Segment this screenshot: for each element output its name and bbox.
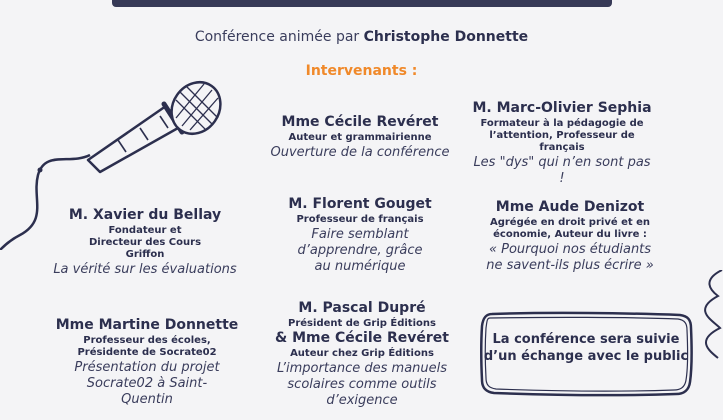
speaker-name: Mme Aude Denizot [495,199,645,215]
host-name: Christophe Donnette [363,29,529,45]
speaker-name: Mme Martine Donnette [55,317,239,333]
callout-text: La conférence sera suivie d’un échange avec le public [483,332,689,364]
speaker-topic: Présentation du projet Socrate02 à Saint-Quentin [74,360,220,407]
top-banner-edge [112,0,612,7]
speaker-topic: Les "dys" qui n’en sont pas ! [473,155,651,186]
speaker-role: Formateur à la pédagogie de l’attention, Professeur de français [480,118,644,153]
speaker-topic: Faire semblant d’apprendre, grâce au numérique [297,227,423,274]
speaker-role: Professeur de français [296,214,424,225]
speaker-name: M. Pascal Dupré [298,300,426,316]
speaker-name: M. Marc-Olivier Sephia [472,100,652,116]
speaker-name: Mme Cécile Revéret [281,114,439,130]
speaker-name: M. Xavier du Bellay [68,207,222,223]
speaker-name-second: & Mme Cécile Revéret [275,330,449,346]
speaker-card-2 [472,100,652,187]
speaker-topic: « Pourquoi nos étudiants ne savent-ils plus écrire » [486,242,654,273]
speaker-topic: L’importance des manuels scolaires comme outils d’exigence [276,361,448,408]
speaker-card-3 [40,207,250,278]
speaker-name: M. Florent Gouget [288,196,432,212]
speaker-topic: Ouverture de la conférence [270,145,450,160]
speaker-role: Fondateur et Directeur des Cours Griffon [88,225,202,260]
speaker-role: Professeur des écoles, Présidente de Socrate02 [77,335,217,358]
speaker-role-second: Auteur chez Grip Éditions [290,348,434,359]
decorative-scribble [682,270,723,420]
speaker-card-6 [42,317,252,408]
speaker-role: Président de Grip Éditions [288,318,436,329]
speaker-topic: La vérité sur les évaluations [53,262,237,277]
speaker-role: Agrégée en droit privé et en économie, Auteur du livre : [489,217,651,240]
speaker-card-5 [470,199,670,274]
speakers-heading: Intervenants : [305,63,418,79]
speaker-role: Auteur et grammairienne [288,132,432,143]
speaker-card-4 [270,196,450,275]
conference-subtitle [0,29,723,45]
speaker-card-7 [252,300,472,409]
speaker-card-1 [255,114,465,161]
subtitle-prefix: Conférence animée par [194,29,360,45]
